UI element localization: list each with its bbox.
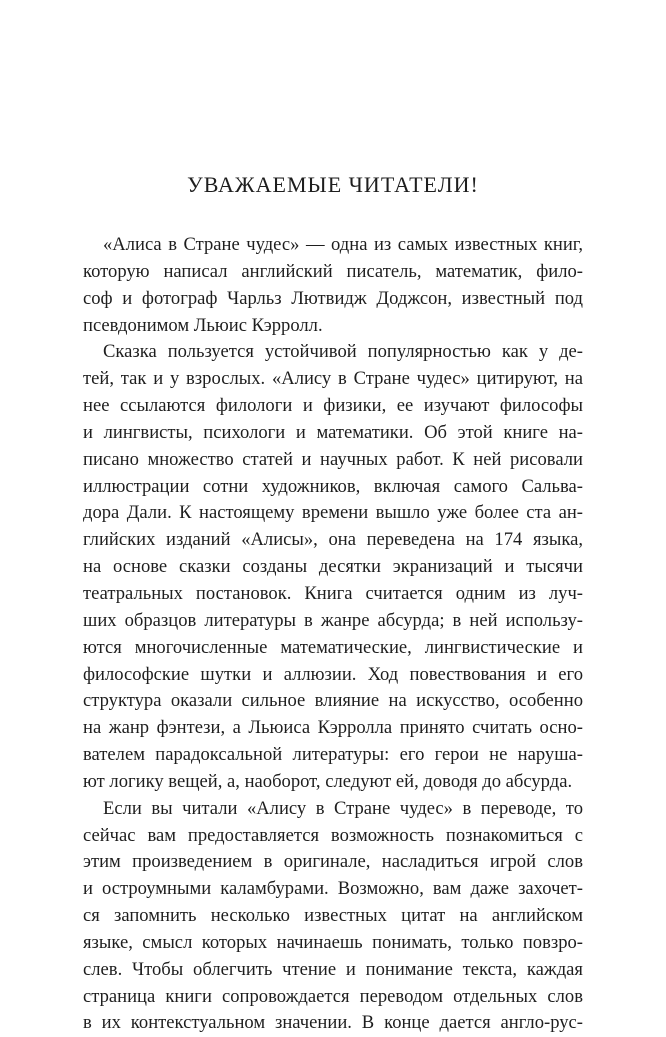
text-line: страница книги сопровождается переводом отдельных слов [83,985,583,1007]
text-line: глийских изданий «Алисы», она переведена на 174 языка, [83,529,583,551]
text-line: сейчас вам предоставляется возможность познакомиться с [83,824,583,846]
text-line: этим произведением в оригинале, насладиться игрой слов [83,851,583,873]
text-line: ют логику вещей, а, наоборот, следуют ей, доводя до абсурда. [83,770,573,792]
text-line: Если вы читали «Алису в Стране чудес» в переводе, то [103,797,583,819]
text-line: писано множество статей и научных работ. К ней рисовали [83,448,583,470]
text-line: иллюстрации сотни художников, включая самого Сальва- [83,475,583,497]
text-line: псевдонимом Льюис Кэрролл. [83,314,323,336]
text-line: на основе сказки созданы десятки экранизаций и тысячи [83,556,583,578]
text-line: слев. Чтобы облегчить чтение и понимание текста, каждая [83,958,583,980]
text-line: которую написал английский писатель, математик, фило- [83,260,583,282]
text-line: нее ссылаются филологи и физики, ее изучают философы [83,395,583,417]
page-heading: УВАЖАЕМЫЕ ЧИТАТЕЛИ! [187,172,479,197]
text-line: ших образцов литературы в жанре абсурда; в ней использу- [83,609,583,631]
text-line: структура оказали сильное влияние на искусство, особенно [83,690,583,712]
text-line: дора Дали. К настоящему времени вышло уже более ста ан- [83,502,583,524]
text-line: вателем парадоксальной литературы: его герои не нарушa- [83,744,583,766]
text-line: на жанр фэнтези, а Льюиса Кэрролла принято считать осно- [83,717,583,739]
text-line: философские шутки и аллюзии. Ход повествования и его [83,663,583,685]
text-line: и остроумными каламбурами. Возможно, вам даже захочет- [83,878,583,900]
text-line: языке, смысл которых начинаешь понимать, только повзро- [83,931,583,953]
text-line: тей, так и у взрослых. «Алису в Стране чудес» цитируют, на [83,368,583,390]
text-line: «Алиса в Стране чудес» — одна из самых известных книг, [103,234,583,255]
text-line: соф и фотограф Чарльз Лютвидж Доджсон, известный под [83,287,583,309]
text-line: ся запомнить несколько известных цитат на английском [83,905,583,927]
text-line: и лингвисты, психологи и математики. Об этой книге на- [83,421,583,443]
text-line: Сказка пользуется устойчивой популярностью как у де- [103,341,583,363]
text-line: в их контекстуальном значении. В конце дается англо-рус- [83,1012,583,1034]
text-line: театральных постановок. Книга считается одним из луч- [83,582,583,604]
text-line: ются многочисленные математические, лингвистические и [83,636,583,658]
body-text [83,232,583,1037]
